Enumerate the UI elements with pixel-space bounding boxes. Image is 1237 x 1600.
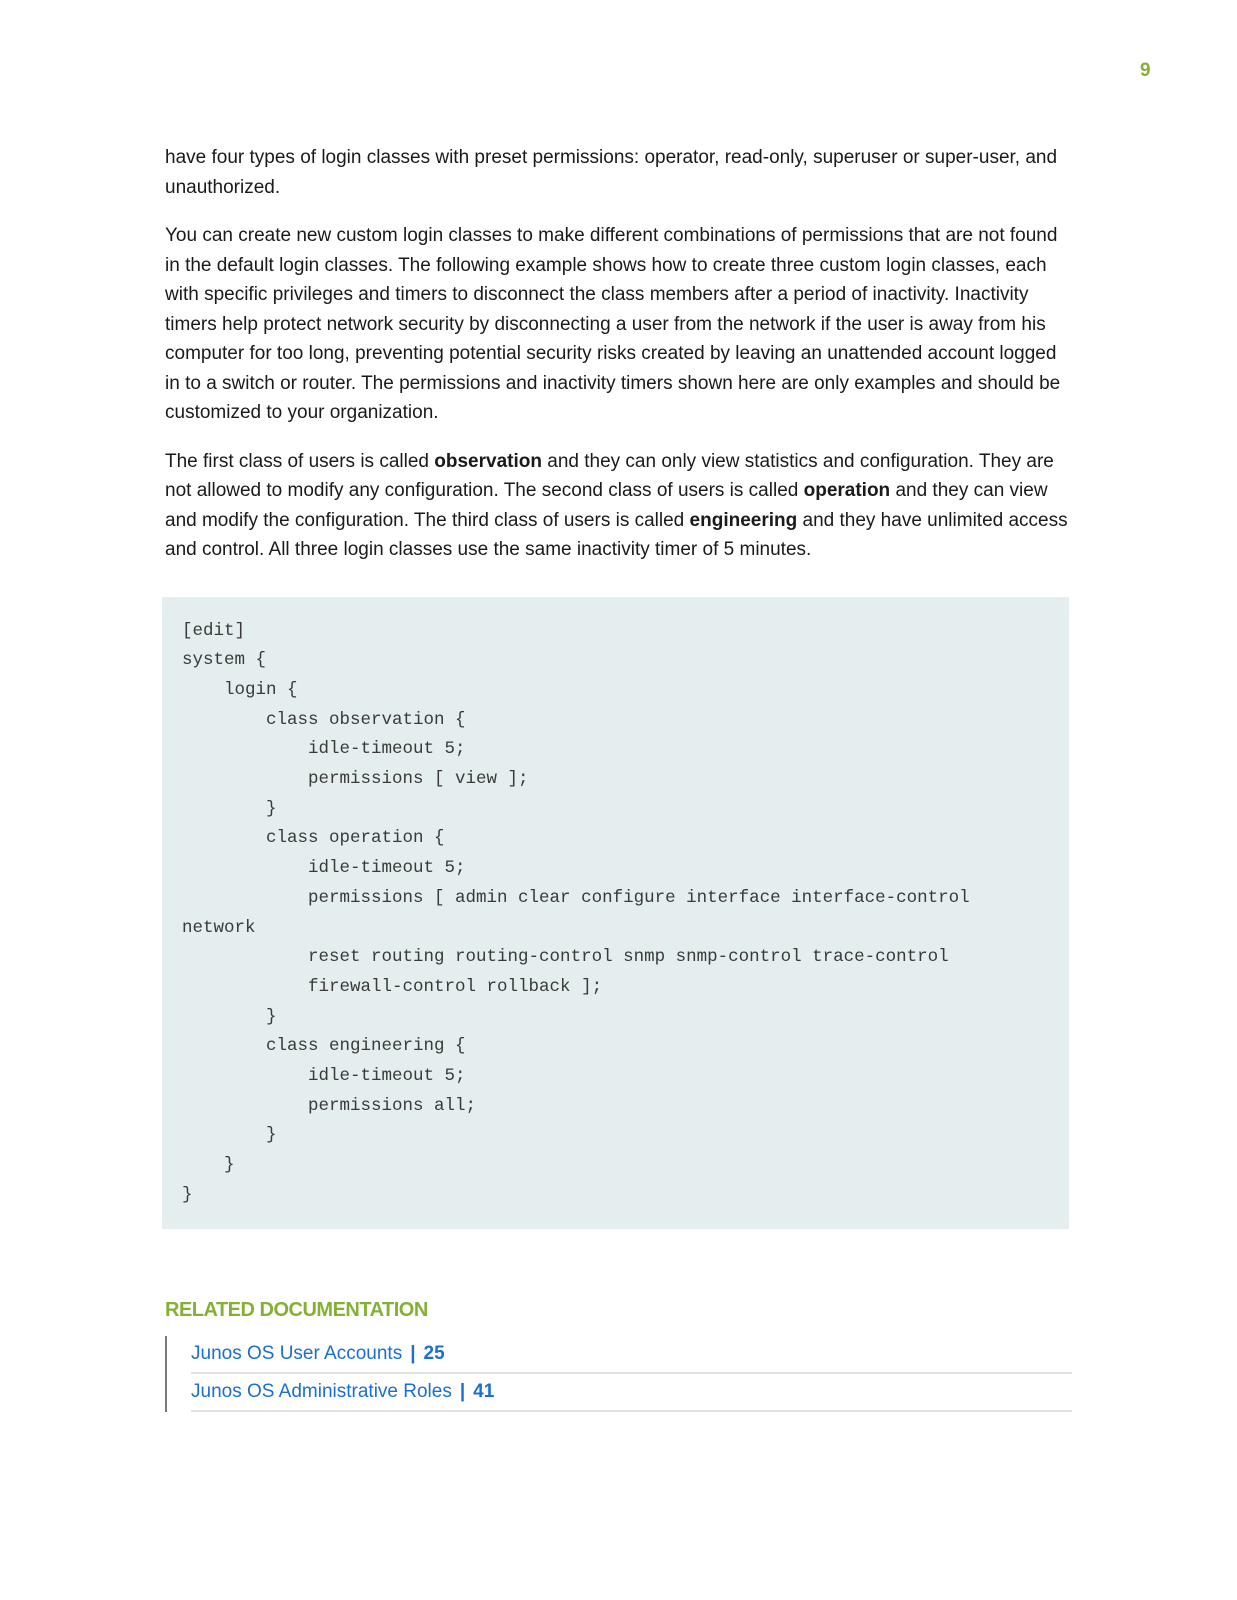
code-line: reset routing routing-control snmp snmp-control trace-control <box>182 947 949 968</box>
code-line: idle-timeout 5; <box>182 1066 466 1087</box>
code-line: } <box>182 1006 277 1027</box>
code-line: } <box>182 798 277 819</box>
separator: | <box>410 1342 416 1364</box>
text-run: The first class of users is called <box>165 450 435 472</box>
paragraph-intro: have four types of login classes with preset permissions: operator, read-only, superuser or super-user, and unauthorized. <box>165 147 1058 198</box>
separator: | <box>459 1380 466 1402</box>
code-line: login { <box>182 679 298 700</box>
code-line: class observation { <box>182 709 466 730</box>
code-line: } <box>182 1125 277 1146</box>
code-line: idle-timeout 5; <box>182 739 466 760</box>
related-documentation-list <box>165 1336 1072 1412</box>
code-line: [edit] <box>182 620 246 641</box>
code-block <box>162 597 1069 1229</box>
code-line: system { <box>182 650 267 671</box>
term-engineering: engineering <box>689 509 798 531</box>
related-link-page: 41 <box>473 1380 495 1402</box>
text-run: and they can only view statistics and configuration. They are not allowed to modify any configuration. The second class of users is called <box>165 450 1054 501</box>
code-line: network <box>182 917 256 938</box>
text-run: and they can view and modify the configuration. The third class of users is called <box>165 480 1048 531</box>
page-content <box>165 143 1070 1412</box>
term-operation: operation <box>803 480 891 501</box>
paragraph-class-descriptions <box>165 447 1070 565</box>
related-link-user-accounts[interactable] <box>191 1336 1072 1374</box>
code-line: permissions [ admin clear configure interface interface-control <box>182 887 970 908</box>
related-link-title: Junos OS Administrative Roles <box>191 1380 452 1402</box>
related-link-title: Junos OS User Accounts <box>191 1342 403 1364</box>
text-run: and they have unlimited access and control. All three login classes use the same inactivity timer of 5 minutes. <box>165 509 1068 560</box>
code-line: permissions all; <box>182 1095 477 1116</box>
code-line: } <box>182 1184 193 1205</box>
code-line: } <box>182 1155 235 1176</box>
code-line: permissions [ view ]; <box>182 769 529 790</box>
related-documentation-heading: RELATED DOCUMENTATION <box>165 1298 428 1321</box>
code-line: class engineering { <box>182 1036 466 1057</box>
related-link-administrative-roles[interactable] <box>191 1374 1072 1412</box>
code-line: idle-timeout 5; <box>182 858 466 879</box>
related-link-page: 25 <box>423 1342 445 1364</box>
paragraph-custom-classes: You can create new custom login classes to make different combinations of permissions that are not found in the default login classes. The following example shows how to create three custom login classes, each with specific privileges and timers to disconnect the class members after a period of inactivity. Inactivity timers help protect network security by disconnecting a user from the network if the user is away from his computer for too long, preventing potential security risks created by leaving an unattended account logged in to a switch or router. The permissions and inactivity timers shown here are only examples and should be customized to your organization. <box>165 225 1061 423</box>
term-observation: observation <box>434 450 542 472</box>
code-line: firewall-control rollback ]; <box>182 976 603 997</box>
page-number: 9 <box>1140 60 1151 81</box>
code-line: class operation { <box>182 828 445 849</box>
